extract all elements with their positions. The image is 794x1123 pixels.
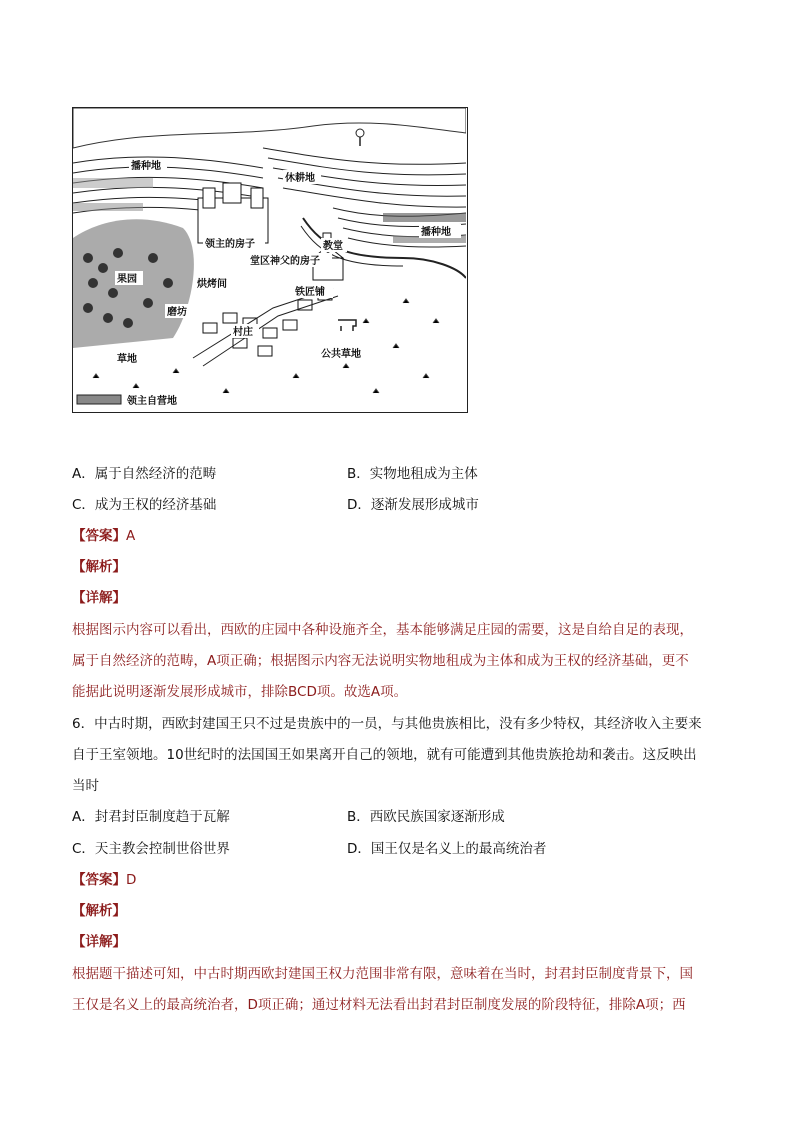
q6-answer-tag: 【答案】	[72, 872, 126, 888]
legend-demesne: 领主自营地	[127, 396, 177, 407]
q5-explanation-line-3: 能据此说明逐渐发展形成城市，排除BCD项。故选A项。	[72, 684, 408, 700]
label-church: 教堂	[323, 241, 343, 252]
label-sowing-top: 播种地	[131, 161, 161, 172]
label-fallow: 休耕地	[285, 173, 315, 184]
label-mill: 磨坊	[167, 307, 187, 318]
manor-drawing	[73, 108, 466, 411]
q5-answer-value: A	[126, 528, 136, 544]
q6-stem-line-1: 6．中古时期，西欧封建国王只不过是贵族中的一员，与其他贵族相比，没有多少特权，其经济收入主要来	[72, 716, 702, 732]
label-parish-priest-house: 堂区神父的房子	[250, 256, 320, 267]
label-smithy: 铁匠铺	[295, 287, 325, 298]
q5-detail-tag: 【详解】	[72, 590, 126, 606]
q6-analysis-tag: 【解析】	[72, 903, 126, 919]
label-lord-house: 领主的房子	[205, 239, 255, 250]
manor-illustration	[72, 107, 468, 413]
label-oven: 烘烤间	[197, 279, 227, 290]
q5-option-a: A．属于自然经济的范畴	[72, 466, 217, 482]
label-common-pasture: 公共草地	[321, 349, 361, 360]
q5-option-c: C．成为王权的经济基础	[72, 497, 217, 513]
label-sowing-right: 播种地	[421, 227, 451, 238]
q6-explanation-line-1: 根据题干描述可知，中古时期西欧封建国王权力范围非常有限，意味着在当时，封君封臣制度背景下，国	[72, 966, 693, 982]
q6-answer-line	[72, 870, 136, 890]
q5-answer-tag: 【答案】	[72, 528, 126, 544]
q6-stem-line-3: 当时	[72, 778, 99, 794]
label-meadow: 草地	[117, 354, 137, 365]
q6-explanation-line-2: 王仅是名义上的最高统治者，D项正确；通过材料无法看出封君封臣制度发展的阶段特征，排除A项；西	[72, 997, 686, 1013]
label-village: 村庄	[233, 327, 253, 338]
q6-option-d: D．国王仅是名义上的最高统治者	[347, 841, 547, 857]
q6-option-c: C．天主教会控制世俗世界	[72, 841, 230, 857]
q6-option-a: A．封君封臣制度趋于瓦解	[72, 809, 230, 825]
q6-stem-line-2: 自于王室领地。10世纪时的法国国王如果离开自己的领地，就有可能遭到其他贵族抢劫和袭击。这反映出	[72, 747, 697, 763]
q5-option-b: B．实物地租成为主体	[347, 466, 478, 482]
q5-answer-line	[72, 526, 135, 546]
q5-explanation-line-1: 根据图示内容可以看出，西欧的庄园中各种设施齐全，基本能够满足庄园的需要，这是自给自足的表现，	[72, 622, 693, 638]
q6-option-b: B．西欧民族国家逐渐形成	[347, 809, 505, 825]
q5-analysis-tag: 【解析】	[72, 559, 126, 575]
q5-explanation-line-2: 属于自然经济的范畴，A项正确；根据图示内容无法说明实物地租成为主体和成为王权的经济基础，更不	[72, 653, 689, 669]
q6-answer-value: D	[126, 872, 137, 888]
label-orchard: 果园	[117, 274, 137, 285]
q5-option-d: D．逐渐发展形成城市	[347, 497, 479, 513]
q6-detail-tag: 【详解】	[72, 934, 126, 950]
